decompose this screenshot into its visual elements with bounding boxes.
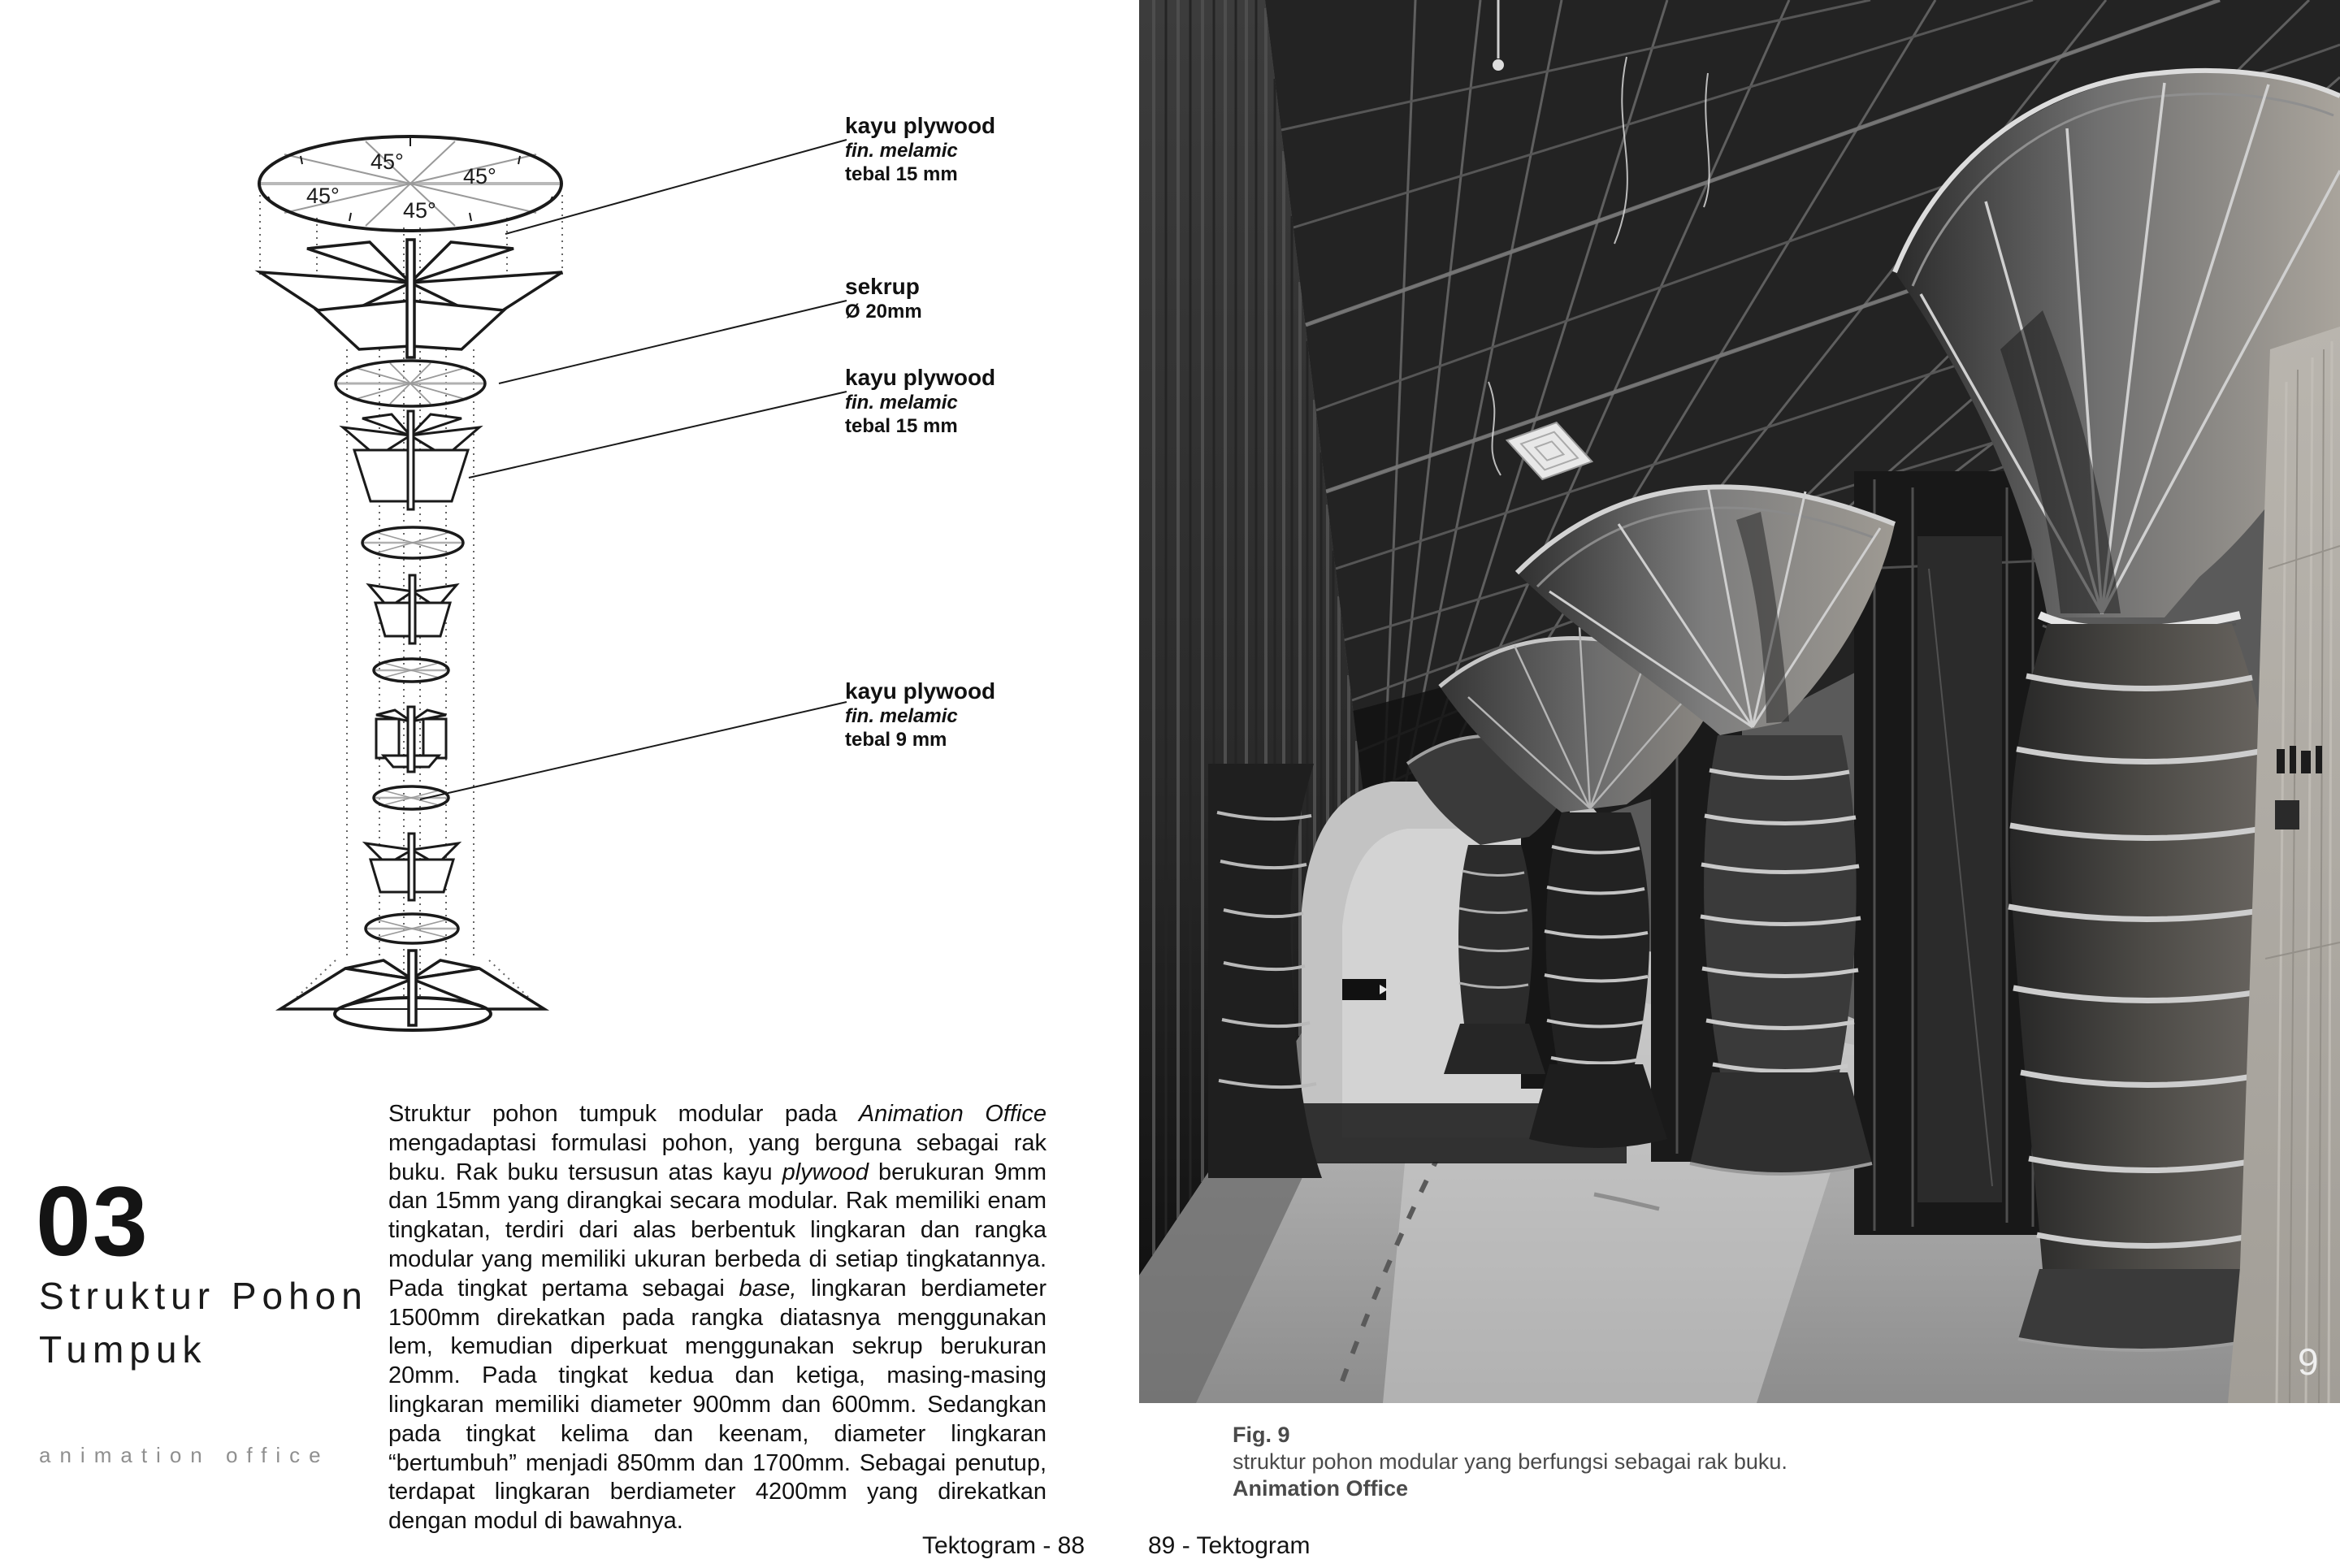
- footer-left-page: Tektogram - 88: [921, 1532, 1086, 1559]
- chapter-subtitle: animation office: [39, 1443, 330, 1467]
- ring-5: [374, 786, 448, 809]
- callout-thickness: tebal 9 mm: [845, 729, 947, 751]
- callout-material: kayu plywood: [845, 678, 996, 704]
- body-text-emphasis: plywood: [782, 1159, 869, 1185]
- callout-finish: fin. melamic: [845, 140, 958, 162]
- ring-2: [336, 361, 485, 406]
- chapter-number: 03: [36, 1166, 150, 1276]
- top-disc: [259, 136, 561, 231]
- chapter-title: [39, 1269, 368, 1376]
- footer-right-page: 89 - Tektogram: [1148, 1532, 1311, 1559]
- callout-material: kayu plywood: [845, 365, 996, 390]
- photo-illustration: [1139, 0, 2340, 1403]
- angle-label-right: 45°: [463, 164, 496, 188]
- base-module: [280, 951, 544, 1030]
- fin-module-3: [369, 575, 457, 643]
- chapter-title-line2: Tumpuk: [39, 1328, 207, 1371]
- callout-plywood-mid: [845, 364, 1056, 438]
- ring-4: [374, 659, 448, 682]
- wall-junction-box: [2275, 800, 2299, 829]
- callout-plywood-bottom: [845, 678, 1056, 752]
- callout-finish: fin. melamic: [845, 392, 958, 414]
- body-text-emphasis: Animation Office: [858, 1101, 1046, 1127]
- chapter-title-line1: Struktur Pohon: [39, 1275, 368, 1317]
- leader-lines: [420, 140, 847, 799]
- ring-6: [366, 914, 458, 943]
- body-text-segment: Struktur pohon tumpuk modular pada: [388, 1101, 859, 1127]
- exploded-diagram-drawing: [203, 106, 1048, 1056]
- angle-label-left: 45°: [306, 184, 340, 208]
- figure-caption: [1233, 1422, 1788, 1502]
- body-text-segment: mengadaptasi formulasi pohon, yang berguna sebagai rak buku. Rak buku tersusun atas kayu: [388, 1129, 1046, 1185]
- body-paragraph: [388, 1100, 1046, 1536]
- callout-material: sekrup: [845, 274, 920, 299]
- fin-module-1: [260, 240, 562, 357]
- callout-plywood-top: [845, 112, 1056, 186]
- callout-screw: [845, 273, 1056, 323]
- exit-sign: [1342, 979, 1388, 1000]
- body-text-segment: berukuran 9mm dan 15mm yang dirangkai secara modular. Rak memiliki enam tingkatan, terdiri dari alas berbentuk lingkaran dan rangka modular yang memiliki ukuran berbeda di setiap tingkatannya. Pada tingkat pertama sebagai: [388, 1159, 1046, 1302]
- angle-label-bottom: 45°: [403, 198, 436, 223]
- callout-diameter: Ø 20mm: [845, 301, 922, 323]
- exploded-diagram: [203, 106, 1048, 1056]
- callout-thickness: tebal 15 mm: [845, 163, 958, 185]
- figure-caption-title: Fig. 9: [1233, 1423, 1290, 1447]
- callout-material: kayu plywood: [845, 113, 996, 138]
- body-text-emphasis: base,: [739, 1275, 797, 1302]
- ring-3: [362, 527, 463, 558]
- figure-caption-text: struktur pohon modular yang berfungsi sebagai rak buku.: [1233, 1449, 1788, 1474]
- fin-module-2: [343, 411, 479, 509]
- callout-finish: fin. melamic: [845, 705, 958, 727]
- photo-page-number: 9: [2298, 1341, 2319, 1383]
- angle-label-top: 45°: [370, 149, 404, 174]
- callout-thickness: tebal 15 mm: [845, 415, 958, 437]
- figure-photo: [1139, 0, 2340, 1403]
- fin-module-4: [376, 707, 446, 772]
- figure-caption-credit: Animation Office: [1233, 1476, 1409, 1501]
- body-text-segment: lingkaran berdiameter 1500mm direkatkan pada rangka diatasnya menggunakan lem, kemudian diperkuat menggunakan sekrup berukuran 20mm. Pada tingkat kedua dan ketiga, masing-masing lingkaran memiliki diameter 900mm dan 600mm. Sedangkan pada tingkat kelima dan keenam, diameter lingkaran “bertumbuh” menjadi 850mm dan 1700mm. Sebagai penutup, terdapat lingkaran berdiameter 4200mm yang direkatkan dengan modul di bawahnya.: [388, 1275, 1046, 1535]
